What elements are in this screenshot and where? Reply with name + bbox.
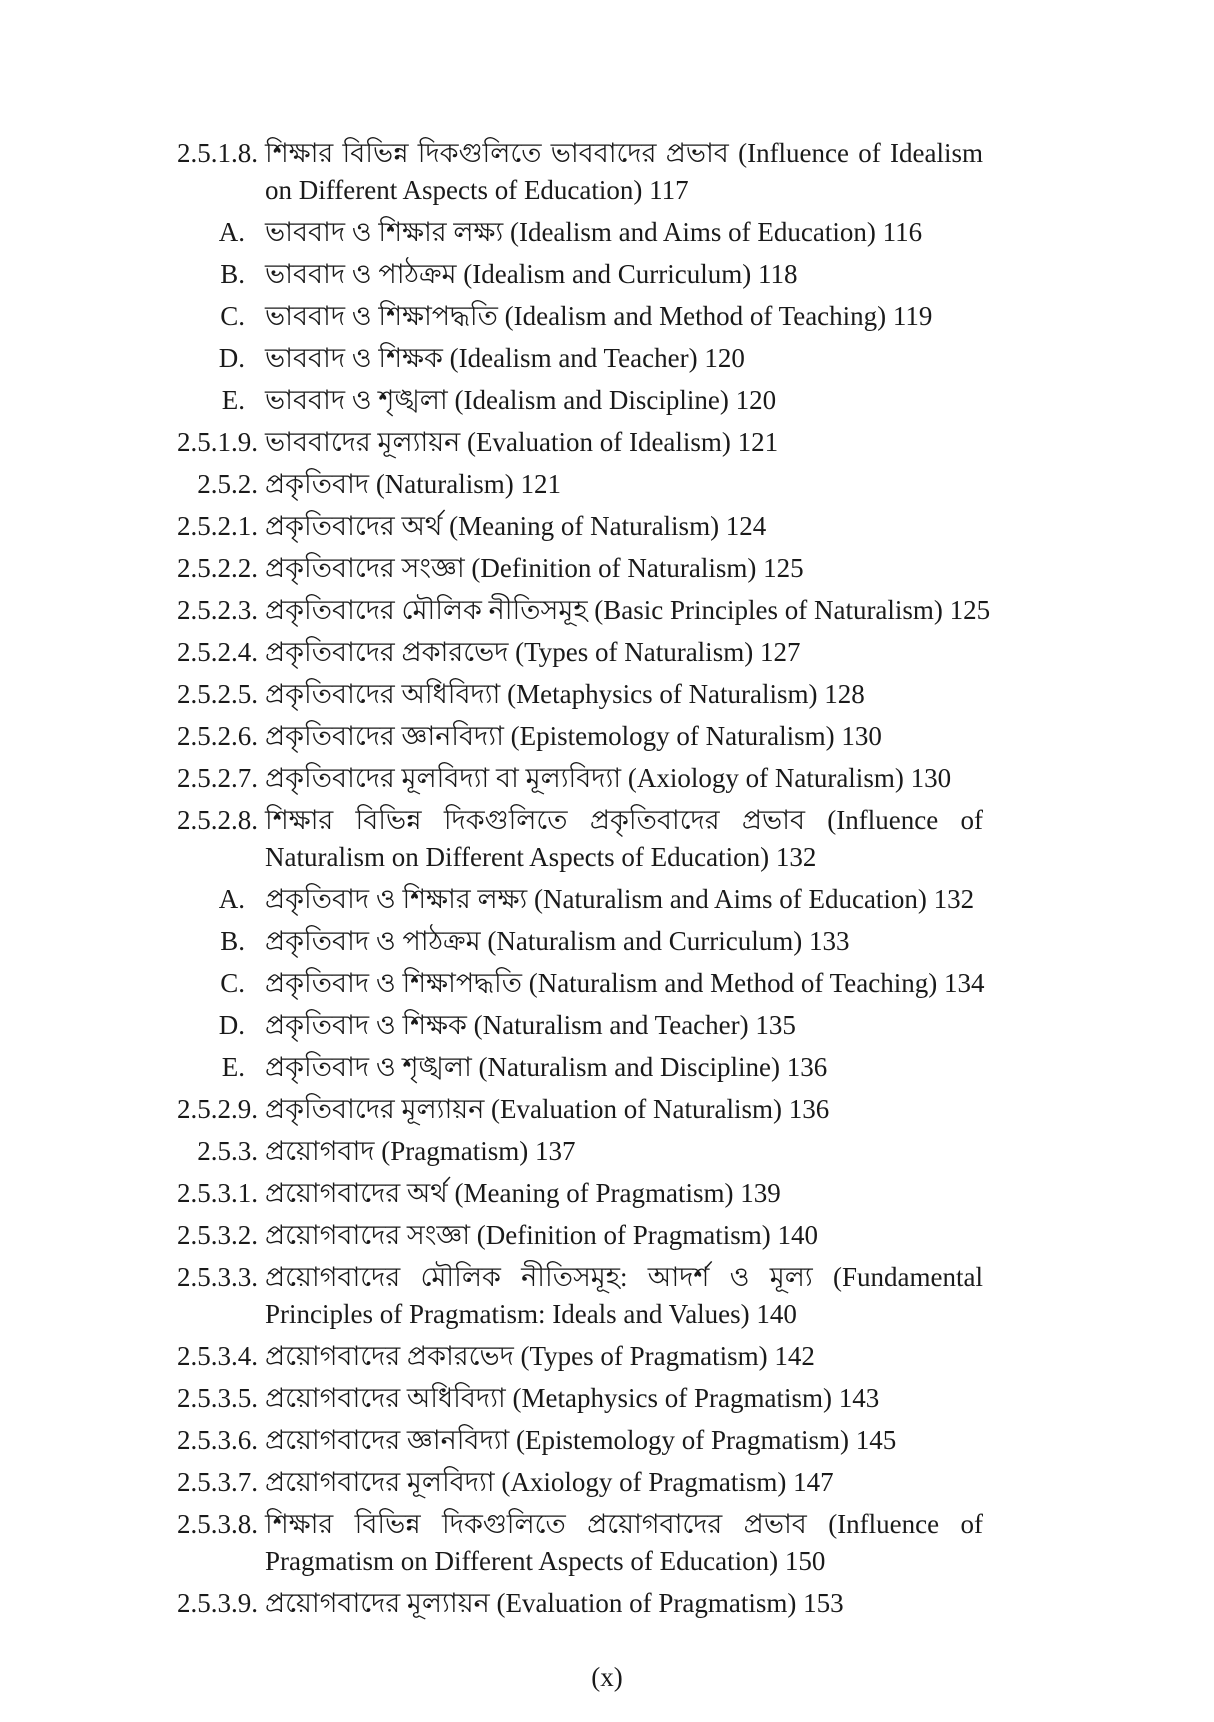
toc-entry-title: প্রকৃতিবাদের মূল্যায়ন (Evaluation of Naturalism) 136 [265,1094,830,1124]
toc-entry-number: 2.5.2.5. [177,679,258,709]
toc-entry-2-5-3-2 [0,1217,1214,1254]
toc-entry-e [0,1049,1214,1086]
toc-entry-number: 2.5.2.1. [177,511,258,541]
toc-entry-title: ভাববাদ ও শিক্ষার লক্ষ্য (Idealism and Aims of Education) 116 [265,217,923,247]
toc-entry-number: C. [220,968,245,998]
toc-entry-2-5-3-1 [0,1175,1214,1212]
toc-entry-2-5-2-1 [0,508,1214,545]
toc-entry-number: 2.5.2.2. [177,553,258,583]
toc-entry-title: প্রকৃতিবাদের জ্ঞানবিদ্যা (Epistemology of Naturalism) 130 [265,721,882,751]
toc-entry-b [0,256,1214,293]
toc-entry-number: 2.5.3.8. [177,1509,258,1539]
toc-entry-title: প্রকৃতিবাদের সংজ্ঞা (Definition of Naturalism) 125 [265,553,804,583]
toc-entry-title: প্রকৃতিবাদের প্রকারভেদ (Types of Naturalism) 127 [265,637,801,667]
toc-entry-number: 2.5.2.7. [177,763,258,793]
toc-entry-number: 2.5.3. [197,1136,258,1166]
toc-entry-title: প্রয়োগবাদের অধিবিদ্যা (Metaphysics of Pragmatism) 143 [265,1383,880,1413]
toc-entry-number: D. [218,1010,245,1040]
toc-entry-2-5-2-4 [0,634,1214,671]
toc-entry-2-5-3-7 [0,1464,1214,1501]
toc-entry-2-5-3-9 [0,1585,1214,1622]
toc-entry-number: 2.5.2.9. [177,1094,258,1124]
toc-entry-number: 2.5.3.4. [177,1341,258,1371]
toc-entry-title: প্রকৃতিবাদ ও পাঠক্রম (Naturalism and Curriculum) 133 [265,926,850,956]
toc-entry-number: 2.5.2.8. [177,805,258,835]
toc-entry-2-5-3-5 [0,1380,1214,1417]
toc-entry-title: প্রকৃতিবাদ ও শিক্ষাপদ্ধতি (Naturalism and Method of Teaching) 134 [265,968,985,998]
toc-entry-title: ভাববাদ ও শৃঙ্খলা (Idealism and Discipline) 120 [265,385,777,415]
toc-entry-number: 2.5.2.3. [177,595,258,625]
toc-entry-2-5-3-6 [0,1422,1214,1459]
toc-entry-2-5-2-5 [0,676,1214,713]
toc-entry-title: প্রকৃতিবাদের অধিবিদ্যা (Metaphysics of Naturalism) 128 [265,679,865,709]
toc-entry-2-5-2-2 [0,550,1214,587]
toc-entry-c [0,298,1214,335]
toc-entry-2-5-1-8 [0,135,1214,209]
toc-entry-title: প্রকৃতিবাদ ও শৃঙ্খলা (Naturalism and Discipline) 136 [265,1052,828,1082]
toc-entry-number: B. [220,259,245,289]
toc-entry-a [0,214,1214,251]
toc-entry-title: প্রকৃতিবাদ (Naturalism) 121 [265,469,562,499]
toc-entry-number: 2.5.2.6. [177,721,258,751]
toc-entry-title: শিক্ষার বিভিন্ন দিকগুলিতে ভাববাদের প্রভাব (Influence of Idealism on Different Aspects of Education) 117 [265,138,983,205]
toc-entry-2-5-2-9 [0,1091,1214,1128]
toc-entry-number: 2.5.1.9. [177,427,258,457]
toc-entry-e [0,382,1214,419]
toc-entry-number: C. [220,301,245,331]
toc-entry-title: ভাববাদ ও শিক্ষক (Idealism and Teacher) 120 [265,343,745,373]
toc-entry-title: প্রকৃতিবাদের মৌলিক নীতিসমূহ (Basic Principles of Naturalism) 125 [265,595,991,625]
toc-entry-number: 2.5.3.9. [177,1588,258,1618]
toc-entry-number: 2.5.2. [197,469,258,499]
toc-entry-title: প্রয়োগবাদের প্রকারভেদ (Types of Pragmatism) 142 [265,1341,815,1371]
toc-entry-number: 2.5.3.6. [177,1425,258,1455]
toc-entry-2-5-3-4 [0,1338,1214,1375]
toc-entry-2-5-2-3 [0,592,1214,629]
toc-entry-title: প্রকৃতিবাদ ও শিক্ষার লক্ষ্য (Naturalism and Aims of Education) 132 [265,884,975,914]
toc-entry-number: B. [220,926,245,956]
toc-entry-number: 2.5.1.8. [177,138,258,168]
toc-entry-title: ভাববাদের মূল্যায়ন (Evaluation of Idealism) 121 [265,427,779,457]
toc-entry-title: ভাববাদ ও শিক্ষাপদ্ধতি (Idealism and Method of Teaching) 119 [265,301,933,331]
toc-entry-number: 2.5.3.3. [177,1262,258,1292]
toc-entry-title: প্রয়োগবাদের মূলবিদ্যা (Axiology of Pragmatism) 147 [265,1467,834,1497]
toc-entry-title: শিক্ষার বিভিন্ন দিকগুলিতে প্রকৃতিবাদের প্রভাব (Influence of Naturalism on Different Aspects of Education) 132 [265,805,983,872]
page-number: (x) [591,1662,623,1692]
toc-entry-title: প্রকৃতিবাদের মূলবিদ্যা বা মূল্যবিদ্যা (Axiology of Naturalism) 130 [265,763,952,793]
toc-entry-a [0,881,1214,918]
toc-entry-title: শিক্ষার বিভিন্ন দিকগুলিতে প্রয়োগবাদের প্রভাব (Influence of Pragmatism on Different Aspects of Education) 150 [265,1509,983,1576]
toc-entry-number: A. [218,217,245,247]
toc-entry-number: A. [218,884,245,914]
toc-entry-2-5-2 [0,466,1214,503]
toc-entry-number: 2.5.3.7. [177,1467,258,1497]
toc-entry-d [0,1007,1214,1044]
toc-entry-number: E. [221,1052,245,1082]
toc-entry-2-5-3 [0,1133,1214,1170]
toc-entry-number: 2.5.3.1. [177,1178,258,1208]
table-of-contents [0,135,1214,1627]
toc-entry-b [0,923,1214,960]
toc-entry-d [0,340,1214,377]
toc-entry-2-5-3-8 [0,1506,1214,1580]
toc-entry-title: প্রয়োগবাদের জ্ঞানবিদ্যা (Epistemology of Pragmatism) 145 [265,1425,897,1455]
toc-entry-2-5-3-3 [0,1259,1214,1333]
toc-entry-title: প্রয়োগবাদ (Pragmatism) 137 [265,1136,576,1166]
toc-entry-title: প্রয়োগবাদের অর্থ (Meaning of Pragmatism) 139 [265,1178,781,1208]
toc-entry-title: ভাববাদ ও পাঠক্রম (Idealism and Curriculum) 118 [265,259,798,289]
toc-entry-number: 2.5.3.5. [177,1383,258,1413]
toc-entry-title: প্রয়োগবাদের সংজ্ঞা (Definition of Pragmatism) 140 [265,1220,818,1250]
toc-entry-2-5-1-9 [0,424,1214,461]
toc-entry-2-5-2-6 [0,718,1214,755]
toc-entry-2-5-2-8 [0,802,1214,876]
toc-entry-number: D. [218,343,245,373]
toc-entry-number: 2.5.2.4. [177,637,258,667]
toc-entry-title: প্রকৃতিবাদের অর্থ (Meaning of Naturalism) 124 [265,511,767,541]
toc-entry-number: E. [221,385,245,415]
toc-entry-number: 2.5.3.2. [177,1220,258,1250]
toc-entry-c [0,965,1214,1002]
toc-entry-title: প্রয়োগবাদের মূল্যায়ন (Evaluation of Pragmatism) 153 [265,1588,844,1618]
toc-entry-2-5-2-7 [0,760,1214,797]
toc-entry-title: প্রয়োগবাদের মৌলিক নীতিসমূহ: আদর্শ ও মূল্য (Fundamental Principles of Pragmatism: Ideals and Values) 140 [265,1262,983,1329]
toc-entry-title: প্রকৃতিবাদ ও শিক্ষক (Naturalism and Teacher) 135 [265,1010,796,1040]
